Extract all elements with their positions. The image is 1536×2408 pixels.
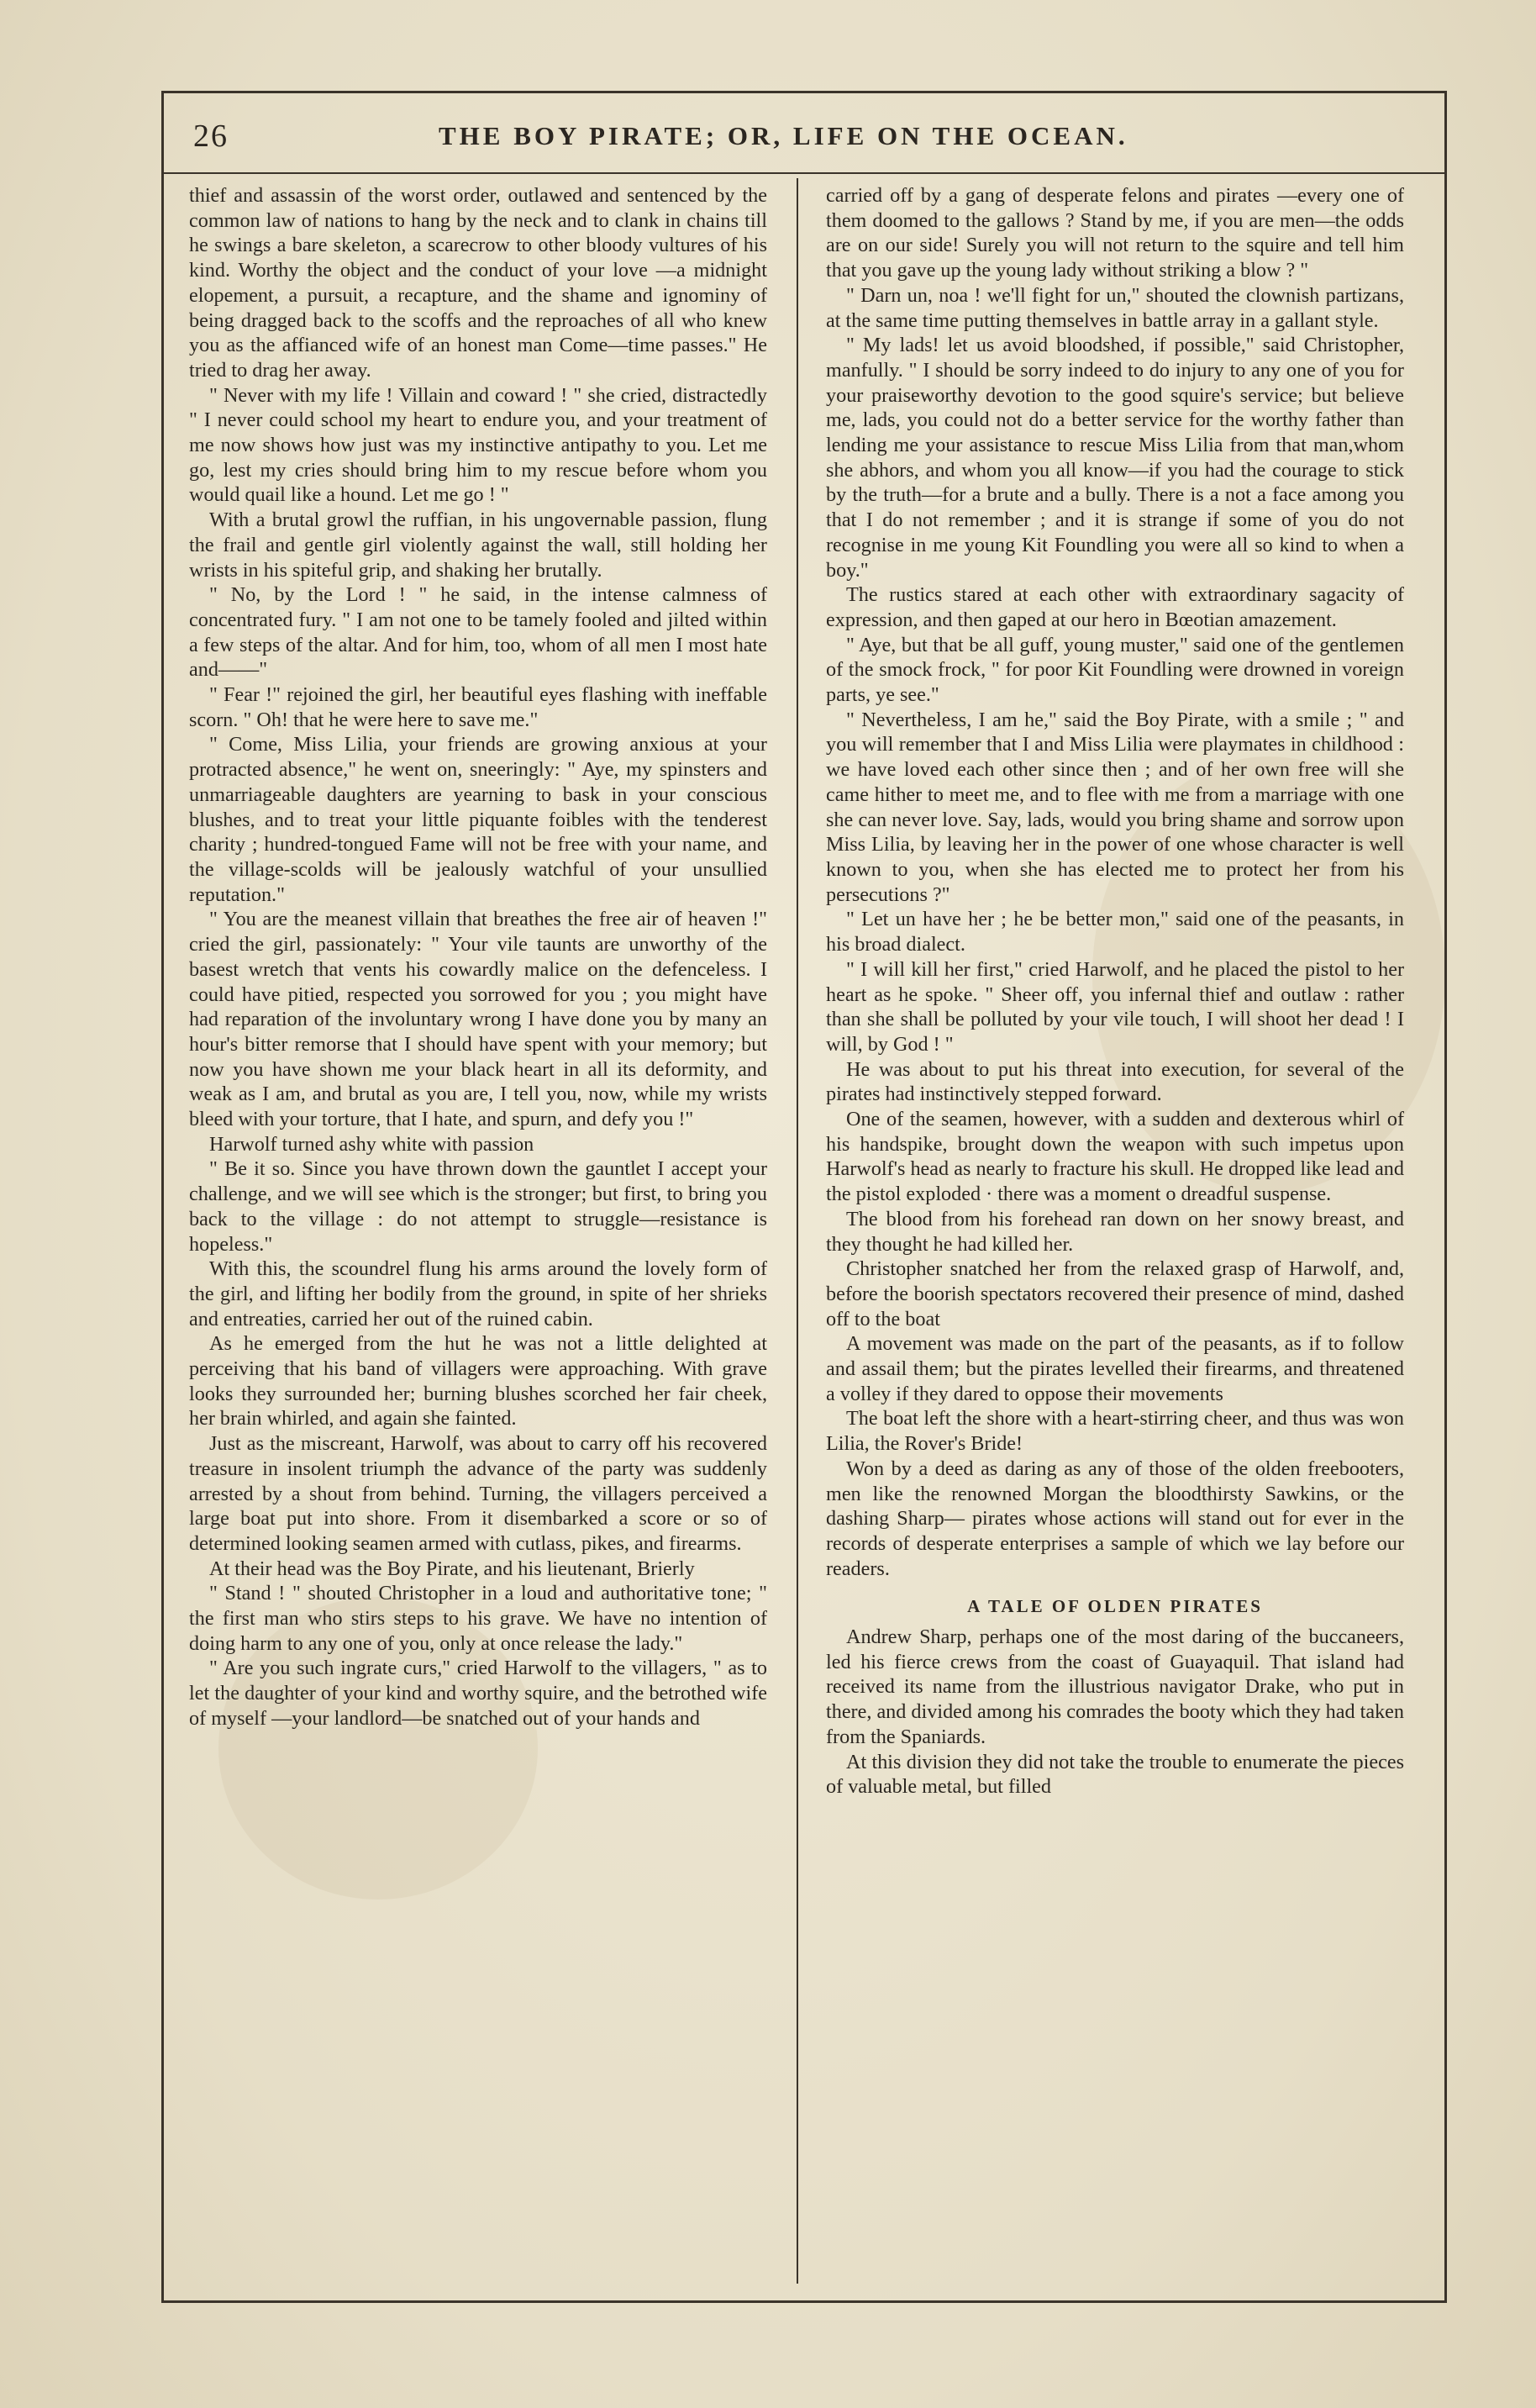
paragraph: " Be it so. Since you have thrown down the gauntlet I accept your challenge, and we will see which is the stronger; but first, to bring you back to the village : do not attempt to struggle—resistance is hopeless." [189, 1157, 767, 1256]
paragraph: At their head was the Boy Pirate, and his lieutenant, Brierly [209, 1557, 695, 1580]
paragraph: With a brutal growl the ruffian, in his ungovernable passion, flung the frail and gentle girl violently against the wall, still holding her wrists in his spiteful grip, and shaking her brutally. [189, 508, 767, 582]
paragraph: " I will kill her first," cried Harwolf, and he placed the pistol to her heart as he spoke. " Sheer off, you infernal thief and outlaw : rather than she shall be polluted by your vile touch, I will shoot her dead ! I will, by God ! " [826, 957, 1404, 1056]
right-column [826, 183, 1404, 2284]
paragraph: As he emerged from the hut he was not a little delighted at perceiving that his band of villagers were approaching. With grave looks they surrounded her; burning blushes scorched her fair cheek, her brain whirled, and again she fainted. [189, 1332, 767, 1431]
page-header [161, 109, 1447, 168]
paragraph: " Darn un, noa ! we'll fight for un," shouted the clownish partizans, at the same time putting themselves in battle array in a gallant style. [826, 283, 1404, 332]
paragraph: " Are you such ingrate curs," cried Harwolf to the villagers, " as to let the daughter of your kind and worthy squire, and the betrothed wife of myself —your landlord—be snatched out of your hands and [189, 1657, 767, 1730]
paragraph: A movement was made on the part of the peasants, as if to follow and assail them; but the pirates levelled their firearms, and threatened a volley if they dared to oppose their movements [826, 1332, 1404, 1405]
paragraph: At this division they did not take the trouble to enumerate the pieces of valuable metal, but filled [826, 1750, 1404, 1799]
header-rule [161, 172, 1447, 174]
paragraph: The rustics stared at each other with extraordinary sagacity of expression, and then gaped at our hero in Bœotian amazement. [826, 583, 1404, 631]
paragraph: " No, by the Lord ! " he said, in the intense calmness of concentrated fury. " I am not one to be tamely fooled and jilted within a few steps of the altar. And for him, too, whom of all men I most hate and——" [189, 583, 767, 682]
paragraph: " Stand ! " shouted Christopher in a loud and authoritative tone; " the first man who stirs steps to his grave. We have no intention of doing harm to any one of you, only at once release the lady." [189, 1582, 767, 1655]
paragraph: " You are the meanest villain that breathes the free air of heaven !" cried the girl, passionately: " Your vile taunts are unworthy of the basest wretch that vents his cowardly malice on the defenceless. I could have pitied, respected you sorrowed for you ; you might have had reparation of the involuntary wrong I have done you by many an hour's bitter remorse that I should have spent with your memory; but now you have shown me your black heart in all its deformity, and weak as I am, and brutal as you are, I tell you, now, while my wrists bleed with your torture, that I hate, and spurn, and defy you !" [189, 908, 767, 1131]
paragraph: Just as the miscreant, Harwolf, was about to carry off his recovered treasure in insolent triumph the advance of the party was suddenly arrested by a shout from behind. Turning, the villagers perceived a large boat put into shore. From it disembarked a score or so of determined looking seamen armed with cutlass, pikes, and firearms. [189, 1432, 767, 1555]
paragraph: Andrew Sharp, perhaps one of the most daring of the buccaneers, led his fierce crews from the coast of Guayaquil. That island had received its name from the illustrious navigator Drake, who put in there, and divided among his comrades the booty which they had taken from the Spaniards. [826, 1626, 1404, 1748]
left-column [189, 183, 767, 2284]
column-divider [797, 178, 798, 2284]
paragraph: " Aye, but that be all guff, young muster," said one of the gentlemen of the smock frock, " for poor Kit Foundling were drowned in voreign parts, ye see." [826, 633, 1404, 707]
paragraph: With this, the scoundrel flung his arms around the lovely form of the girl, and lifting her bodily from the ground, in spite of her shrieks and entreaties, carried her out of the ruined cabin. [189, 1257, 767, 1330]
paragraph: He was about to put his threat into execution, for several of the pirates had instinctively stepped forward. [826, 1057, 1404, 1106]
paragraph: Christopher snatched her from the relaxed grasp of Harwolf, and, before the boorish spectators recovered their presence of mind, dashed off to the boat [826, 1257, 1404, 1330]
page-number: 26 [193, 119, 229, 154]
section-title: A TALE OF OLDEN PIRATES [967, 1596, 1263, 1617]
paragraph: The boat left the shore with a heart-stirring cheer, and thus was won Lilia, the Rover's Bride! [826, 1407, 1404, 1456]
paragraph: " Fear !" rejoined the girl, her beautiful eyes flashing with ineffable scorn. " Oh! that he were here to save me." [189, 683, 767, 731]
paragraph: thief and assassin of the worst order, outlawed and sentenced by the common law of nations to hang by the neck and to clank in chains till he swings a bare skeleton, a scarecrow to other bloody vultures of his kind. Worthy the object and the conduct of your love —a midnight elopement, a pursuit, a recapture, and the shame and ignominy of being dragged back to the scoffs and the reproaches of all who knew you as the affianced wife of an honest man Come—time passes." He tried to drag her away. [189, 184, 767, 382]
paragraph: " Come, Miss Lilia, your friends are growing anxious at your protracted absence," he went on, sneeringly: " Aye, my spinsters and unmarriageable daughters are yearning to bask in your conscious blushes, and to treat your little piquante foibles with the tenderest charity ; hundred-tongued Fame will not be free with your name, and the village-scolds will be jealously watchful of your unsullied reputation." [189, 733, 767, 906]
paragraph: Won by a deed as daring as any of those of the olden freebooters, men like the renowned Morgan the bloodthirsty Sawkins, or the dashing Sharp— pirates whose actions will stand out for ever in the records of desperate enterprises a sample of which we lay before our readers. [826, 1457, 1404, 1580]
paragraph: One of the seamen, however, with a sudden and dexterous whirl of his handspike, brought down the weapon with such impetus upon Harwolf's head as nearly to fracture his skull. He dropped like lead and the pistol exploded · there was a moment o dreadful suspense. [826, 1108, 1404, 1206]
paragraph: " Never with my life ! Villain and coward ! " she cried, distractedly " I never could school my heart to endure you, and your treatment of me now shows how just was my instinctive antipathy to you. Let me go, lest my cries should bring him to my rescue before whom you would quail like a hound. Let me go ! " [189, 383, 767, 507]
paragraph: " Let un have her ; he be better mon," said one of the peasants, in his broad dialect. [826, 908, 1404, 956]
paragraph: Harwolf turned ashy white with passion [209, 1132, 534, 1156]
paragraph: " Nevertheless, I am he," said the Boy Pirate, with a smile ; " and you will remember that I and Miss Lilia were playmates in childhood : we have loved each other since then ; and of her own free will she came hither to meet me, and to flee with me from a marriage with one she can never love. Say, lads, would you bring shame and sorrow upon Miss Lilia, by leaving her in the power of one whose character is well known to you, when she has elected me to protect her from his persecutions ?" [826, 708, 1404, 906]
paragraph: The blood from his forehead ran down on her snowy breast, and they thought he had killed her. [826, 1207, 1404, 1256]
paragraph: carried off by a gang of desperate felons and pirates —every one of them doomed to the gallows ? Stand by me, if you are men—the odds are on our side! Surely you will not return to the squire and tell him that you gave up the young lady without striking a blow ? " [826, 184, 1404, 282]
paragraph: " My lads! let us avoid bloodshed, if possible," said Christopher, manfully. " I should be sorry indeed to do injury to any one of you for your praiseworthy devotion to the good squire's service; but believe me, lads, you could not do a better service for the worthy father than lending me your assistance to rescue Miss Lilia from that man,whom she abhors, and whom you all know—if you had the courage to stick by the truth—for a brute and a bully. There is a not a face among you that I do not remember ; and it is strange if some of you do not recognise in me young Kit Foundling you were all so kind to when a boy." [826, 334, 1404, 582]
running-title: THE BOY PIRATE; OR, LIFE ON THE OCEAN. [439, 121, 1128, 150]
